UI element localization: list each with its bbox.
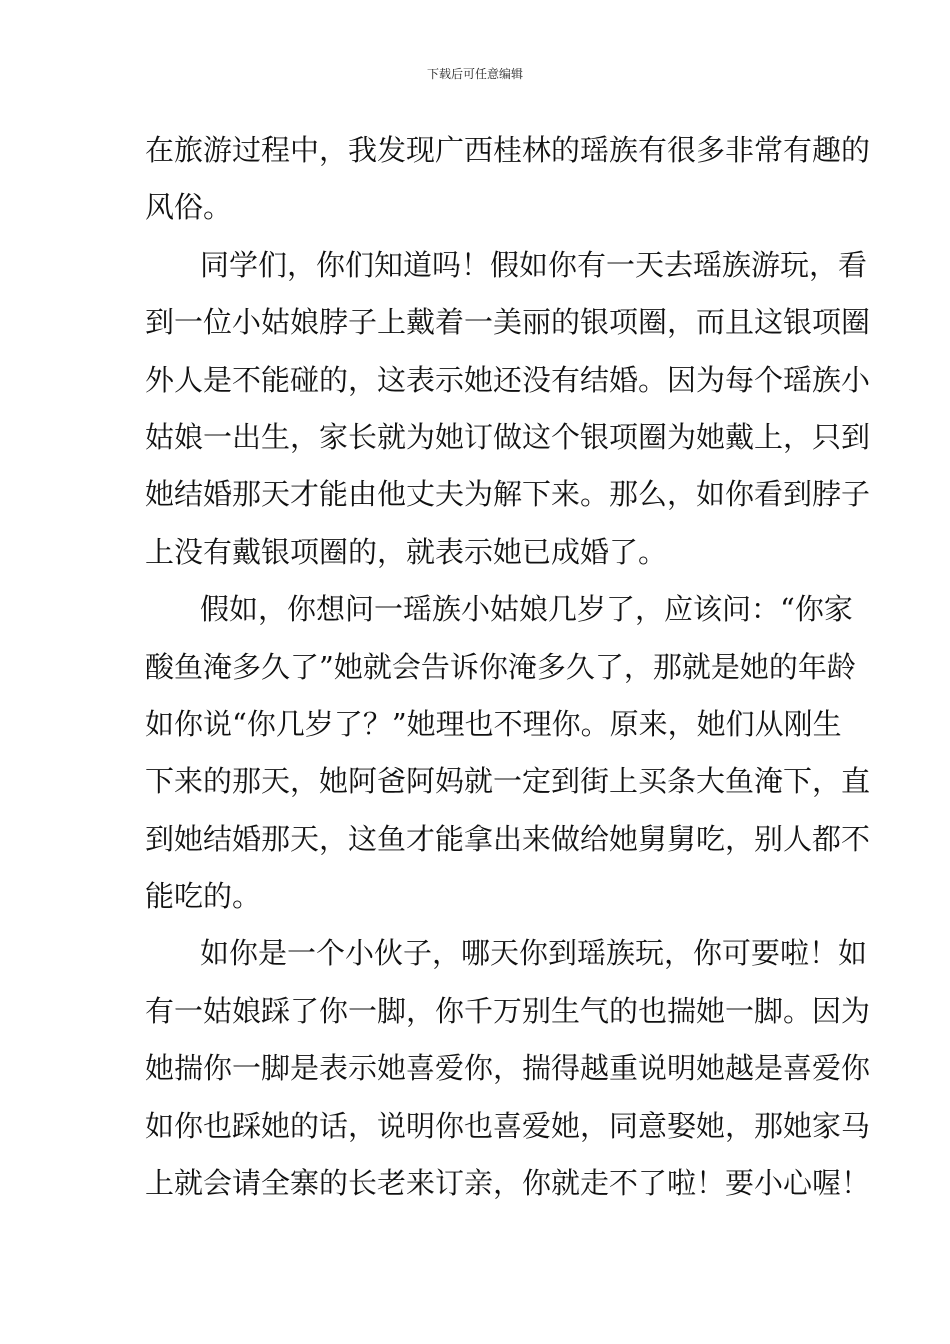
text-line: 外人是不能碰的，这表示她还没有结婚。因为每个瑶族小 [145, 362, 871, 397]
text-line: 她揣你一脚是表示她喜爱你，揣得越重说明她越是喜爱你 [145, 1051, 871, 1086]
text-line: 上没有戴银项圈的，就表示她已成婚了。 [145, 534, 668, 569]
text-line: 如你也踩她的话，说明你也喜爱她，同意娶她，那她家马 [145, 1108, 871, 1143]
text-line: 风俗。 [145, 190, 233, 225]
text-line: 如你说“你几岁了？”她理也不理你。原来，她们从刚生 [145, 706, 842, 741]
text-line: 到一位小姑娘脖子上戴着一美丽的银项圈，而且这银项圈 [145, 305, 871, 340]
text-line: 酸鱼淹多久了”她就会告诉你淹多久了，那就是她的年龄 [145, 649, 856, 684]
text-line: 假如，你想问一瑶族小姑娘几岁了，应该问：“你家 [200, 592, 853, 627]
text-line: 上就会请全寨的长老来订亲，你就走不了啦！要小心喔！ [145, 1166, 871, 1201]
text-line: 到她结婚那天，这鱼才能拿出来做给她舅舅吃，别人都不 [145, 821, 871, 856]
text-line: 她结婚那天才能由他丈夫为解下来。那么，如你看到脖子 [145, 477, 871, 512]
text-line: 同学们，你们知道吗！假如你有一天去瑶族游玩，看 [200, 247, 868, 282]
text-line: 有一姑娘踩了你一脚，你千万别生气的也揣她一脚。因为 [145, 993, 871, 1028]
page-header: 下载后可任意编辑 [426, 67, 523, 81]
text-line: 姑娘一出生，家长就为她订做这个银项圈为她戴上，只到 [145, 419, 871, 454]
text-line: 下来的那天，她阿爸阿妈就一定到街上买条大鱼淹下，直 [145, 764, 871, 799]
text-line: 能吃的。 [145, 879, 262, 914]
text-line: 在旅游过程中，我发现广西桂林的瑶族有很多非常有趣的 [145, 133, 871, 167]
text-line: 如你是一个小伙子，哪天你到瑶族玩，你可要啦！如 [200, 936, 868, 971]
document-body [145, 122, 871, 1212]
